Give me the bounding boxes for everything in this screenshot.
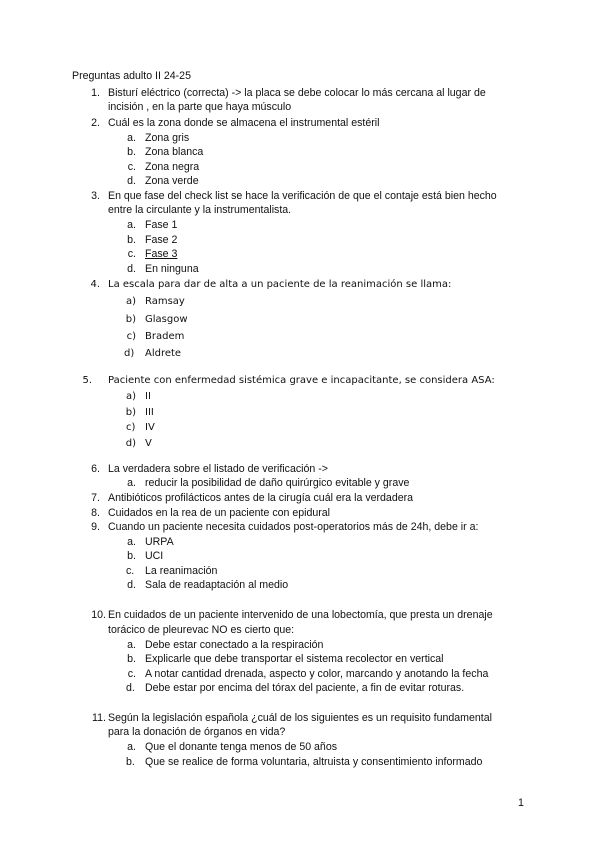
question-4-text: La escala para dar de alta a un paciente de la reanimación se llama: xyxy=(108,279,452,290)
option-label: a. xyxy=(127,477,136,489)
question-2-number: 2. xyxy=(91,117,100,129)
option-label: a. xyxy=(127,132,136,144)
option-text: A notar cantidad drenada, aspecto y color, marcando y anotando la fecha xyxy=(145,668,489,680)
option-label: d) xyxy=(125,438,136,449)
question-1-text: Bisturí eléctrico (correcta) -> la placa se debe colocar lo más cercana al lugar de xyxy=(108,87,486,99)
option-label: b. xyxy=(127,550,136,562)
option-text: reducir la posibilidad de daño quirúrgico evitable y grave xyxy=(145,477,410,489)
option-label: d) xyxy=(124,348,135,359)
document-title: Preguntas adulto II 24-25 xyxy=(72,70,191,82)
option-text: Sala de readaptación al medio xyxy=(145,579,289,591)
option-text: Explicarle que debe transportar el sistema recolector en vertical xyxy=(145,653,444,665)
option-text: Bradem xyxy=(145,331,185,342)
option-text: Zona gris xyxy=(145,132,190,144)
option-text: URPA xyxy=(145,536,174,548)
option-label: b. xyxy=(127,653,136,665)
question-11-text-cont: para la donación de órganos en vida? xyxy=(108,726,286,738)
option-label: c. xyxy=(127,161,136,173)
option-text: Fase 2 xyxy=(145,234,178,246)
page-number: 1 xyxy=(518,797,524,809)
option-text: Que el donante tenga menos de 50 años xyxy=(145,741,338,753)
question-9-number: 9. xyxy=(91,521,100,533)
option-label: d. xyxy=(127,263,136,275)
option-label: a) xyxy=(125,296,136,307)
option-text: Ramsay xyxy=(145,296,185,307)
option-label: c) xyxy=(126,331,136,342)
question-10-text: En cuidados de un paciente intervenido de una lobectomía, que presta un drenaje xyxy=(108,609,493,621)
option-text: II xyxy=(145,391,151,402)
question-11-number: 11. xyxy=(92,712,106,724)
option-text: IV xyxy=(145,422,155,433)
option-label: c) xyxy=(126,422,136,433)
option-label: d. xyxy=(127,579,136,591)
option-text: Glasgow xyxy=(145,314,188,325)
option-label: a. xyxy=(127,639,136,651)
option-text: V xyxy=(145,438,152,449)
option-text: La reanimación xyxy=(145,565,218,577)
question-2-text: Cuál es la zona donde se almacena el instrumental estéril xyxy=(108,117,380,129)
question-3-text: En que fase del check list se hace la verificación de que el contaje está bien hecho xyxy=(108,190,497,202)
option-label: b) xyxy=(125,407,136,418)
option-label: d. xyxy=(127,175,136,187)
question-11-text: Según la legislación española ¿cuál de los siguientes es un requisito fundamental xyxy=(108,712,492,724)
option-text: Zona negra xyxy=(145,161,200,173)
option-text: Fase 1 xyxy=(145,219,178,231)
question-10-number: 10. xyxy=(91,609,106,621)
question-8-number: 8. xyxy=(91,507,100,519)
option-label: b. xyxy=(127,234,136,246)
question-9-text: Cuando un paciente necesita cuidados post-operatorios más de 24h, debe ir a: xyxy=(108,521,479,533)
option-text: Debe estar conectado a la respiración xyxy=(145,639,324,651)
option-text: Debe estar por encima del tórax del paciente, a fin de evitar roturas. xyxy=(145,682,465,694)
question-7-text: Antibióticos profilácticos antes de la cirugía cuál era la verdadera xyxy=(108,492,414,504)
question-6-number: 6. xyxy=(91,463,100,475)
question-4-number: 4. xyxy=(90,279,100,290)
option-label: c. xyxy=(127,668,136,680)
option-text: Aldrete xyxy=(145,348,182,359)
option-text: En ninguna xyxy=(145,263,199,275)
option-label: c. xyxy=(126,565,135,577)
question-5-number: 5. xyxy=(82,375,92,386)
question-7-number: 7. xyxy=(91,492,100,504)
question-5-text: Paciente con enfermedad sistémica grave e incapacitante, se considera ASA: xyxy=(108,375,495,386)
option-label: d. xyxy=(126,682,135,694)
question-1-number: 1. xyxy=(91,87,100,99)
option-text-underlined: Fase 3 xyxy=(145,248,178,260)
option-text: III xyxy=(145,407,154,418)
option-label: a. xyxy=(127,219,136,231)
option-text: Zona blanca xyxy=(145,146,204,158)
option-text: Zona verde xyxy=(145,175,199,187)
option-label: a. xyxy=(127,741,136,753)
option-label: c. xyxy=(127,248,136,260)
option-label: b) xyxy=(125,314,136,325)
option-label: a. xyxy=(127,536,136,548)
option-label: b. xyxy=(127,146,136,158)
option-text: UCI xyxy=(145,550,164,562)
question-3-number: 3. xyxy=(91,190,100,202)
question-6-text: La verdadera sobre el listado de verificación -> xyxy=(108,463,328,475)
option-label: b. xyxy=(126,756,135,768)
question-10-text-cont: torácico de pleurevac NO es cierto que: xyxy=(108,624,295,636)
question-8-text: Cuidados en la rea de un paciente con epidural xyxy=(108,507,331,519)
option-label: a) xyxy=(125,391,136,402)
option-text: Que se realice de forma voluntaria, altruista y consentimiento informado xyxy=(145,756,483,768)
question-3-text-cont: entre la circulante y la instrumentalista. xyxy=(108,204,292,216)
question-1-text-cont: incisión , en la parte que haya músculo xyxy=(108,101,292,113)
